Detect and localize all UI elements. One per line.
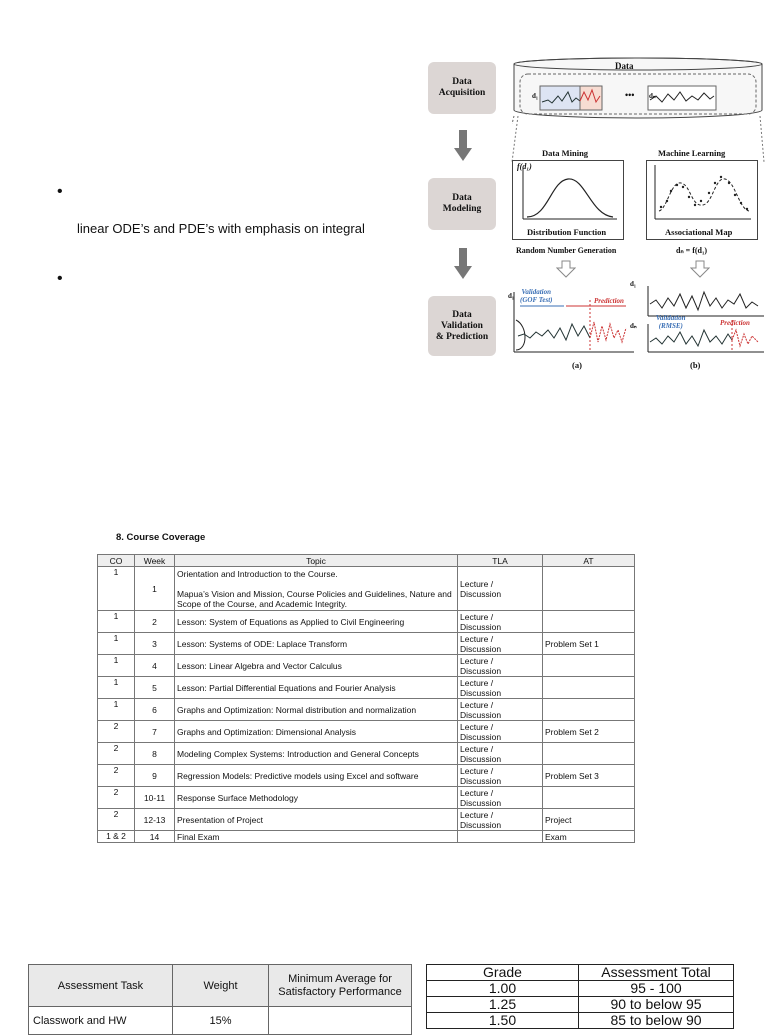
co-cell: 1 — [98, 655, 135, 677]
d1-axis-label-a: d₁ — [508, 292, 514, 300]
at-cell — [543, 743, 635, 765]
prediction-label-a: Prediction — [594, 297, 624, 305]
hollow-down-arrow-icon — [690, 260, 710, 278]
table-row — [98, 699, 635, 721]
bullet-2: • — [57, 270, 63, 287]
col-header-weight: Weight — [173, 965, 269, 1007]
total-cell: 95 - 100 — [579, 981, 734, 997]
co-cell: 2 — [98, 787, 135, 809]
tla-cell: Lecture / Discussion — [458, 633, 543, 655]
at-cell — [543, 699, 635, 721]
validation-gof-label: Validation (GOF Test) — [520, 288, 553, 304]
table-row — [427, 981, 734, 997]
week-cell: 1 — [135, 567, 175, 611]
topic-cell: Lesson: System of Equations as Applied to Civil Engineering — [175, 611, 458, 633]
data-label: Data — [615, 61, 634, 71]
total-cell: 85 to below 90 — [579, 1013, 734, 1029]
col-header-minimum-average: Minimum Average for Satisfactory Performance — [269, 965, 412, 1007]
stage-data-validation-prediction: Data Validation & Prediction — [428, 296, 496, 356]
table-row — [98, 831, 635, 843]
week-cell: 9 — [135, 765, 175, 787]
grading-table — [426, 964, 734, 1029]
at-cell — [543, 655, 635, 677]
tla-cell: Lecture / Discussion — [458, 655, 543, 677]
body-text-line: linear ODE’s and PDE’s with emphasis on integral — [77, 221, 365, 236]
topic-cell: Regression Models: Predictive models using Excel and software — [175, 765, 458, 787]
co-cell: 1 — [98, 611, 135, 633]
at-cell — [543, 611, 635, 633]
caption-a: (a) — [572, 360, 582, 370]
topic-cell: Final Exam — [175, 831, 458, 843]
task-cell: Classwork and HW — [29, 1007, 173, 1035]
table-row — [98, 765, 635, 787]
table-row — [98, 611, 635, 633]
topic-cell: Lesson: Systems of ODE: Laplace Transform — [175, 633, 458, 655]
col-header-assessment-task: Assessment Task — [29, 965, 173, 1007]
at-cell: Problem Set 3 — [543, 765, 635, 787]
fd1-label: f(d₁) — [517, 162, 532, 171]
topic-cell: Response Surface Methodology — [175, 787, 458, 809]
week-cell: 12-13 — [135, 809, 175, 831]
table-row — [98, 743, 635, 765]
co-cell: 1 & 2 — [98, 831, 135, 843]
topic-cell: Presentation of Project — [175, 809, 458, 831]
weight-cell: 15% — [173, 1007, 269, 1035]
caption-b: (b) — [690, 360, 701, 370]
random-number-generation-label: Random Number Generation — [516, 246, 617, 255]
co-cell: 2 — [98, 743, 135, 765]
co-cell: 2 — [98, 721, 135, 743]
stage-data-acquisition: Data Acquisition — [428, 62, 496, 114]
course-coverage-table — [97, 554, 635, 843]
course-coverage-title: 8. Course Coverage — [116, 532, 206, 543]
table-row — [98, 721, 635, 743]
co-cell: 1 — [98, 677, 135, 699]
tla-cell: Lecture / Discussion — [458, 567, 543, 611]
tla-cell: Lecture / Discussion — [458, 611, 543, 633]
stage-data-modeling: Data Modeling — [428, 178, 496, 230]
data-cylinder — [512, 56, 764, 124]
machine-learning-panel — [646, 160, 758, 240]
week-cell: 7 — [135, 721, 175, 743]
col-header-co: CO — [98, 555, 135, 567]
hollow-down-arrow-icon — [556, 260, 576, 278]
tla-cell: Lecture / Discussion — [458, 743, 543, 765]
col-header-tla: TLA — [458, 555, 543, 567]
associational-map-label: Associational Map — [665, 227, 733, 237]
table-row — [98, 787, 635, 809]
tla-cell: Lecture / Discussion — [458, 721, 543, 743]
col-header-assessment-total: Assessment Total — [579, 965, 734, 981]
data-mining-heading: Data Mining — [542, 148, 589, 158]
table-row — [427, 1013, 734, 1029]
at-cell: Project — [543, 809, 635, 831]
week-cell: 2 — [135, 611, 175, 633]
grade-cell: 1.00 — [427, 981, 579, 997]
tla-cell: Lecture / Discussion — [458, 677, 543, 699]
week-cell: 14 — [135, 831, 175, 843]
total-cell: 90 to below 95 — [579, 997, 734, 1013]
prediction-label-b: Prediction — [720, 319, 750, 327]
data-mining-panel — [512, 160, 624, 240]
week-cell: 4 — [135, 655, 175, 677]
d1-label: d₁ — [532, 92, 538, 100]
col-header-topic: Topic — [175, 555, 458, 567]
at-cell — [543, 567, 635, 611]
associational-scatter — [647, 161, 757, 225]
col-header-grade: Grade — [427, 965, 579, 981]
at-cell — [543, 787, 635, 809]
bullet-1: • — [57, 183, 63, 200]
d1-axis-label-b: d₁ — [630, 280, 636, 288]
assessment-task-table — [28, 964, 412, 1035]
tla-cell: Lecture / Discussion — [458, 787, 543, 809]
week-cell: 8 — [135, 743, 175, 765]
table-row — [29, 1007, 412, 1035]
topic-cell: Modeling Complex Systems: Introduction and General Concepts — [175, 743, 458, 765]
table-row — [427, 997, 734, 1013]
co-cell: 1 — [98, 699, 135, 721]
topic-cell: Orientation and Introduction to the Course. Mapua’s Vision and Mission, Course Policies and Guidelines, Nature and Scope of the Course, and Academic Integrity. — [175, 567, 458, 611]
table-header-row — [427, 965, 734, 981]
week-cell: 6 — [135, 699, 175, 721]
table-row — [98, 677, 635, 699]
grade-cell: 1.50 — [427, 1013, 579, 1029]
at-cell — [543, 677, 635, 699]
co-cell: 2 — [98, 809, 135, 831]
at-cell: Problem Set 2 — [543, 721, 635, 743]
col-header-at: AT — [543, 555, 635, 567]
tla-cell: Lecture / Discussion — [458, 765, 543, 787]
machine-learning-heading: Machine Learning — [658, 148, 726, 158]
down-arrow-icon — [454, 130, 472, 162]
topic-cell: Lesson: Linear Algebra and Vector Calculus — [175, 655, 458, 677]
week-cell: 3 — [135, 633, 175, 655]
topic-cell: Lesson: Partial Differential Equations and Fourier Analysis — [175, 677, 458, 699]
table-header-row — [29, 965, 412, 1007]
col-header-week: Week — [135, 555, 175, 567]
tla-cell — [458, 831, 543, 843]
ellipsis-label: ••• — [625, 90, 635, 100]
week-cell: 10-11 — [135, 787, 175, 809]
co-cell: 1 — [98, 633, 135, 655]
week-cell: 5 — [135, 677, 175, 699]
dn-label: dₙ — [649, 92, 656, 100]
co-cell: 2 — [98, 765, 135, 787]
course-coverage-body — [98, 567, 635, 843]
topic-cell: Graphs and Optimization: Normal distribution and normalization — [175, 699, 458, 721]
grade-cell: 1.25 — [427, 997, 579, 1013]
min-average-cell — [269, 1007, 412, 1035]
co-cell: 1 — [98, 567, 135, 611]
at-cell: Problem Set 1 — [543, 633, 635, 655]
topic-cell: Graphs and Optimization: Dimensional Analysis — [175, 721, 458, 743]
dn-axis-label-b: dₙ — [630, 322, 637, 330]
validation-rmse-label: Validation (RMSE) — [656, 314, 686, 330]
funnel-lines — [510, 116, 768, 166]
table-row — [98, 655, 635, 677]
table-header-row — [98, 555, 635, 567]
data-workflow-figure — [420, 52, 768, 372]
tla-cell: Lecture / Discussion — [458, 699, 543, 721]
dn-equation-label: dₙ = f(d₁) — [676, 246, 708, 255]
at-cell: Exam — [543, 831, 635, 843]
tla-cell: Lecture / Discussion — [458, 809, 543, 831]
down-arrow-icon — [454, 248, 472, 280]
table-row — [98, 809, 635, 831]
distribution-function-label: Distribution Function — [527, 227, 607, 237]
table-row — [98, 567, 635, 611]
table-row — [98, 633, 635, 655]
